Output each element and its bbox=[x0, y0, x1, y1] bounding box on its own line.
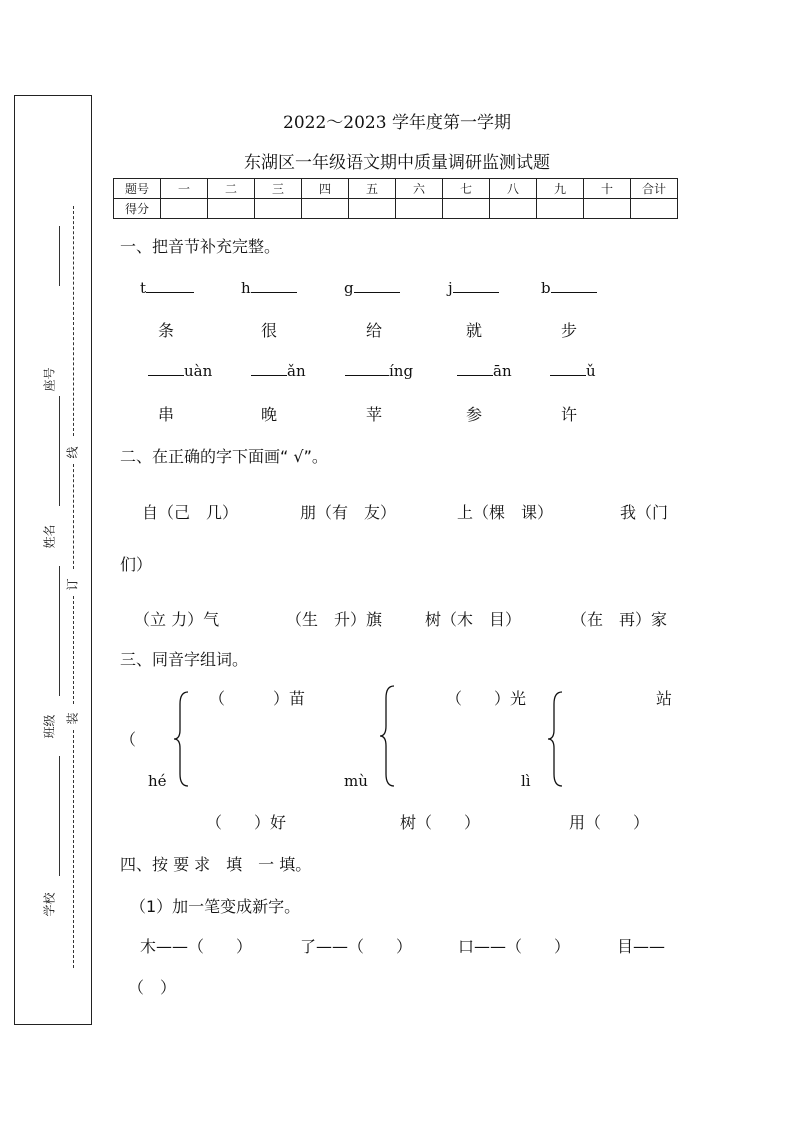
brace-3 bbox=[546, 690, 566, 788]
cut-char-zhuang: 装 bbox=[65, 712, 80, 725]
q1-title: 一、把音节补充完整。 bbox=[120, 237, 281, 256]
seat-label: 座号 bbox=[42, 367, 57, 392]
table-cell: 四 bbox=[302, 179, 349, 199]
q4-item[interactable]: 木——（ ） bbox=[140, 937, 253, 956]
score-input-cell[interactable] bbox=[208, 199, 255, 219]
name-line bbox=[59, 396, 60, 506]
brace-2 bbox=[378, 684, 398, 788]
q4-title: 四、按 要 求 填 一 填。 bbox=[120, 855, 312, 874]
score-input-cell[interactable] bbox=[490, 199, 537, 219]
q2-title: 二、在正确的字下面画“ √”。 bbox=[120, 447, 328, 466]
initial-text: h bbox=[241, 279, 251, 297]
score-input-cell[interactable] bbox=[631, 199, 678, 219]
q2-choice[interactable]: 树（木 目） bbox=[425, 610, 522, 629]
binding-line bbox=[59, 226, 60, 286]
q1-char: 苹 bbox=[366, 405, 383, 424]
q1-char: 很 bbox=[261, 321, 278, 340]
initial-text: t bbox=[140, 279, 147, 297]
q2-choice-cont: 们） bbox=[120, 555, 153, 574]
table-cell: 二 bbox=[208, 179, 255, 199]
initial-text: j bbox=[448, 279, 453, 297]
q2-choice[interactable]: 自（己 几） bbox=[142, 503, 239, 522]
q3-g1-pinyin: hé bbox=[148, 772, 167, 790]
brace-1 bbox=[172, 690, 192, 788]
table-cell: 三 bbox=[255, 179, 302, 199]
name-label: 姓名 bbox=[42, 524, 57, 549]
table-cell: 一 bbox=[161, 179, 208, 199]
q1-blank-3[interactable] bbox=[344, 278, 400, 297]
q1-blank-8[interactable] bbox=[345, 361, 413, 380]
q3-g2-pinyin: mù bbox=[344, 772, 368, 790]
table-cell: 五 bbox=[349, 179, 396, 199]
q2-choice[interactable]: （生 升）旗 bbox=[286, 610, 383, 629]
q3-g3-pinyin: lì bbox=[521, 772, 531, 790]
cut-line-mid1 bbox=[73, 464, 74, 569]
q2-choice[interactable]: （立 力）气 bbox=[134, 610, 220, 629]
score-input-cell[interactable] bbox=[161, 199, 208, 219]
q4-item[interactable]: 了——（ ） bbox=[300, 937, 413, 956]
q1-char: 许 bbox=[561, 405, 578, 424]
q1-char: 晚 bbox=[261, 405, 278, 424]
q1-blank-2[interactable] bbox=[241, 278, 297, 297]
score-table-header-row bbox=[114, 179, 678, 199]
q3-title: 三、同音字组词。 bbox=[120, 650, 249, 669]
final-text: ān bbox=[493, 362, 512, 380]
q1-blank-9[interactable] bbox=[457, 361, 512, 380]
school-label: 学校 bbox=[42, 892, 57, 917]
q3-g3-bottom[interactable]: 用（ ） bbox=[569, 813, 650, 832]
table-cell: 六 bbox=[396, 179, 443, 199]
cut-line-bottom bbox=[73, 730, 74, 968]
q1-char: 串 bbox=[158, 405, 175, 424]
cut-line-mid2 bbox=[73, 596, 74, 704]
q2-choice[interactable]: 我（门 bbox=[620, 503, 669, 522]
q3-g3-top[interactable]: 站 bbox=[656, 689, 673, 708]
table-cell: 八 bbox=[490, 179, 537, 199]
score-table-score-row bbox=[114, 199, 678, 219]
table-cell: 得分 bbox=[114, 199, 161, 219]
q1-char: 步 bbox=[561, 321, 578, 340]
cut-char-ding: 订 bbox=[65, 578, 80, 591]
table-cell: 合计 bbox=[631, 179, 678, 199]
q3-g1-bottom[interactable]: （ ）好 bbox=[206, 813, 287, 832]
class-line bbox=[59, 566, 60, 696]
term-title: 2022～2023 学年度第一学期 bbox=[283, 113, 511, 133]
q4-sub1: （1）加一笔变成新字。 bbox=[130, 897, 301, 916]
score-input-cell[interactable] bbox=[537, 199, 584, 219]
score-input-cell[interactable] bbox=[396, 199, 443, 219]
score-input-cell[interactable] bbox=[349, 199, 396, 219]
q1-blank-5[interactable] bbox=[541, 278, 597, 297]
final-text: ǎn bbox=[287, 362, 306, 380]
score-input-cell[interactable] bbox=[584, 199, 631, 219]
q3-g2-top[interactable]: （ ）光 bbox=[446, 689, 527, 708]
score-input-cell[interactable] bbox=[443, 199, 490, 219]
q1-blank-1[interactable] bbox=[140, 278, 194, 297]
score-input-cell[interactable] bbox=[255, 199, 302, 219]
q1-blank-7[interactable] bbox=[251, 361, 306, 380]
q2-choice[interactable]: 朋（有 友） bbox=[300, 503, 397, 522]
table-cell: 十 bbox=[584, 179, 631, 199]
score-input-cell[interactable] bbox=[302, 199, 349, 219]
binding-margin-box bbox=[14, 95, 92, 1025]
table-cell: 九 bbox=[537, 179, 584, 199]
exam-title: 东湖区一年级语文期中质量调研监测试题 bbox=[244, 153, 550, 173]
q1-char: 条 bbox=[158, 321, 175, 340]
q1-blank-6[interactable] bbox=[148, 361, 212, 380]
score-table bbox=[113, 178, 678, 219]
q3-g1-left: （ bbox=[120, 730, 137, 749]
school-line bbox=[59, 756, 60, 876]
q4-item[interactable]: 目—— bbox=[617, 937, 666, 956]
q1-char: 就 bbox=[466, 321, 483, 340]
q1-blank-10[interactable] bbox=[550, 361, 596, 380]
q1-blank-4[interactable] bbox=[448, 278, 499, 297]
q1-char: 参 bbox=[466, 405, 483, 424]
q2-choice[interactable]: （在 再）家 bbox=[571, 610, 668, 629]
q3-g2-bottom[interactable]: 树（ ） bbox=[400, 813, 481, 832]
initial-text: g bbox=[344, 279, 354, 297]
class-label: 班级 bbox=[42, 714, 57, 739]
table-cell: 七 bbox=[443, 179, 490, 199]
final-text: uàn bbox=[184, 362, 213, 380]
q3-g1-top[interactable]: （ ）苗 bbox=[209, 689, 306, 708]
q4-item[interactable]: 口——（ ） bbox=[458, 937, 571, 956]
cut-char-xian: 线 bbox=[65, 446, 80, 459]
final-text: ǔ bbox=[586, 362, 596, 380]
q1-char: 给 bbox=[366, 321, 383, 340]
final-text: íng bbox=[389, 362, 414, 380]
table-cell: 题号 bbox=[114, 179, 161, 199]
q4-item-cont[interactable]: （ ） bbox=[128, 978, 177, 997]
q2-choice[interactable]: 上（棵 课） bbox=[457, 503, 554, 522]
cut-line-top bbox=[73, 206, 74, 436]
initial-text: b bbox=[541, 279, 551, 297]
